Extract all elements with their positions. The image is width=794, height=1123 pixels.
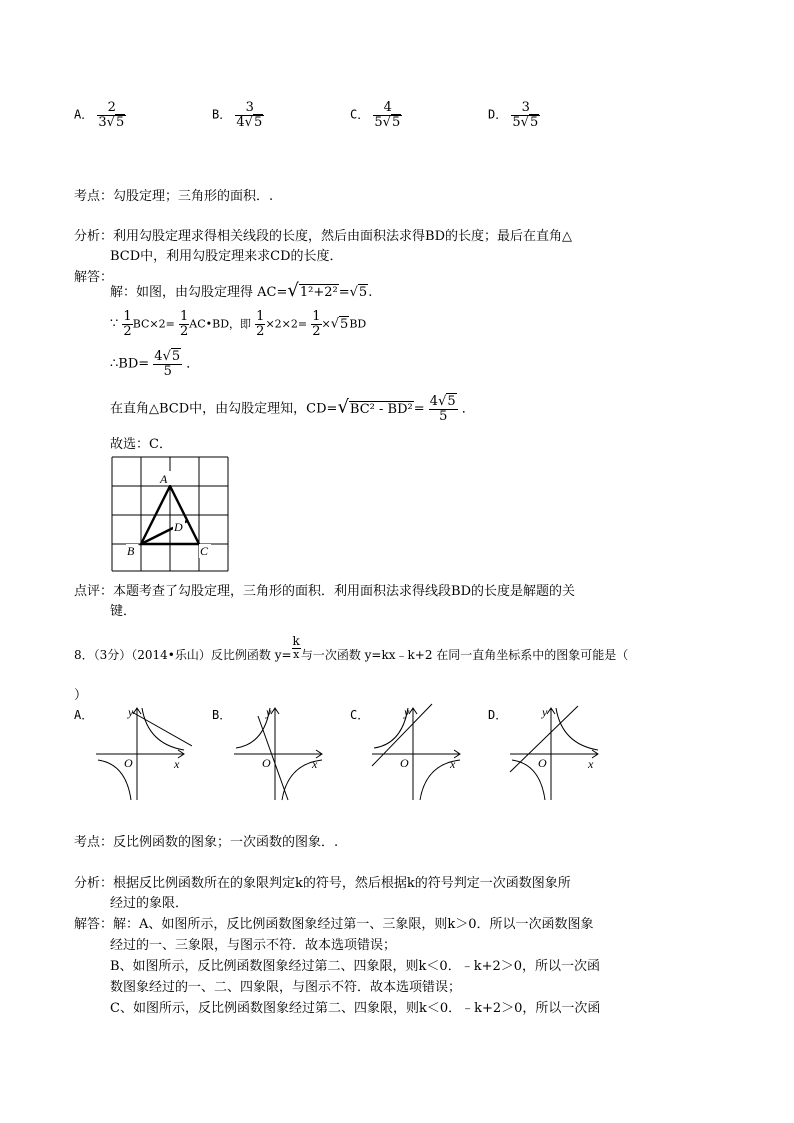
graph-b-letter: B． [212, 708, 232, 722]
q8-jieda-2: 经过的一、三象限，与图示不符．故本选项错误； [110, 938, 397, 953]
svg-text:x: x [450, 757, 456, 771]
q7-line2: ∵ $\frac{1}{2}$ BC×2= $\frac{1}{2}$ AC•BD，即 $\frac{1}{2}$ ×2×2= $\frac{1}{2}$ ×√5BD [110, 309, 367, 339]
option-fraction: $\frac{3}{5√5}$ [512, 100, 539, 130]
q8-jieda: 解答：解：A、如图所示，反比例函数图象经过第一、三象限，则k＞0．所以一次函数图象 [74, 917, 594, 932]
q8-fenxi: 分析：根据反比例函数所在的象限判定k的符号，然后根据k的符号判定一次函数图象所 [74, 876, 571, 891]
q8-jieda-5: C、如图所示，反比例函数图象经过第二、四象限，则k＜0．﹣k+2＞0，所以一次函 [110, 1001, 601, 1016]
graph-a [92, 702, 192, 802]
option-letter: D． [488, 107, 508, 122]
option-letter: C． [350, 107, 370, 122]
label-a: A [160, 472, 168, 486]
q7-fenxi-cont: BCD中，利用勾股定理来求CD的长度． [110, 249, 343, 264]
graph-d [506, 702, 606, 802]
q7-answer: 故选：C． [110, 437, 172, 452]
svg-text:x: x [312, 757, 318, 771]
option-fraction: $\frac{4}{5√5}$ [374, 100, 401, 130]
q8-jieda-3: B、如图所示，反比例函数图象经过第二、四象限，则k＜0．﹣k+2＞0，所以一次函 [110, 959, 601, 974]
q7-dianping-cont: 键． [110, 604, 137, 619]
option-fraction: $\frac{3}{4√5}$ [236, 100, 263, 130]
q7-dianping: 点评：本题考查了勾股定理，三角形的面积．利用面积法求得线段BD的长度是解题的关 [74, 584, 575, 599]
graph-a-letter: A． [74, 708, 94, 722]
option-fraction: $\frac{2}{3√5}$ [98, 100, 125, 130]
label-c: C [200, 544, 209, 558]
graph-c [368, 702, 468, 802]
q8-kaodian: 考点：反比例函数的图象；一次函数的图象．. [74, 835, 339, 850]
q8-jieda-4: 数图象经过的一、二、四象限，与图示不符．故本选项错误； [110, 980, 462, 995]
q7-line1: 解：如图，由勾股定理得 AC=√1²+2²=√5. [110, 280, 373, 301]
svg-text:O: O [262, 756, 271, 770]
svg-text:y: y [542, 705, 548, 719]
option-c [350, 101, 402, 129]
q7-fenxi: 分析：利用勾股定理求得相关线段的长度，然后由面积法求得BD的长度；最后在直角△ [74, 229, 572, 244]
svg-text:O: O [538, 756, 547, 770]
option-d [488, 101, 540, 129]
option-b [212, 101, 264, 129]
svg-text:O: O [400, 756, 409, 770]
label-b: B [127, 544, 135, 558]
q7-kaodian: 考点：勾股定理；三角形的面积．. [74, 189, 274, 204]
q7-line4: 在直角△BCD中，由勾股定理知，CD=√BC² - BD²= $\frac{4√5}{5}$ ． [110, 394, 475, 424]
q7-jieda-label: 解答： [74, 270, 114, 285]
svg-text:y: y [404, 705, 410, 719]
graph-d-letter: D． [488, 708, 508, 722]
svg-text:O: O [124, 756, 133, 770]
q8-stem-close: ） [74, 688, 88, 703]
graph-b [230, 702, 330, 802]
q8-fenxi-cont: 经过的象限． [110, 896, 189, 911]
q7-line3: ∴BD= $\frac{4√5}{5}$ ． [110, 349, 200, 379]
svg-text:x: x [588, 757, 594, 771]
q8-stem: 8．（3分）（2014•乐山）反比例函数 y= $\frac{k}{x}$ 与一次函数 y=kx﹣k+2 在同一直角坐标系中的图象可能是（ [74, 633, 629, 662]
label-d: D [174, 520, 183, 534]
option-letter: B． [212, 107, 232, 122]
svg-text:x: x [174, 757, 180, 771]
svg-text:y: y [128, 705, 134, 719]
svg-text:y: y [266, 705, 272, 719]
q7-triangle-figure [110, 455, 230, 573]
option-letter: A． [74, 107, 94, 122]
option-a [74, 101, 126, 129]
graph-c-letter: C． [350, 708, 370, 722]
